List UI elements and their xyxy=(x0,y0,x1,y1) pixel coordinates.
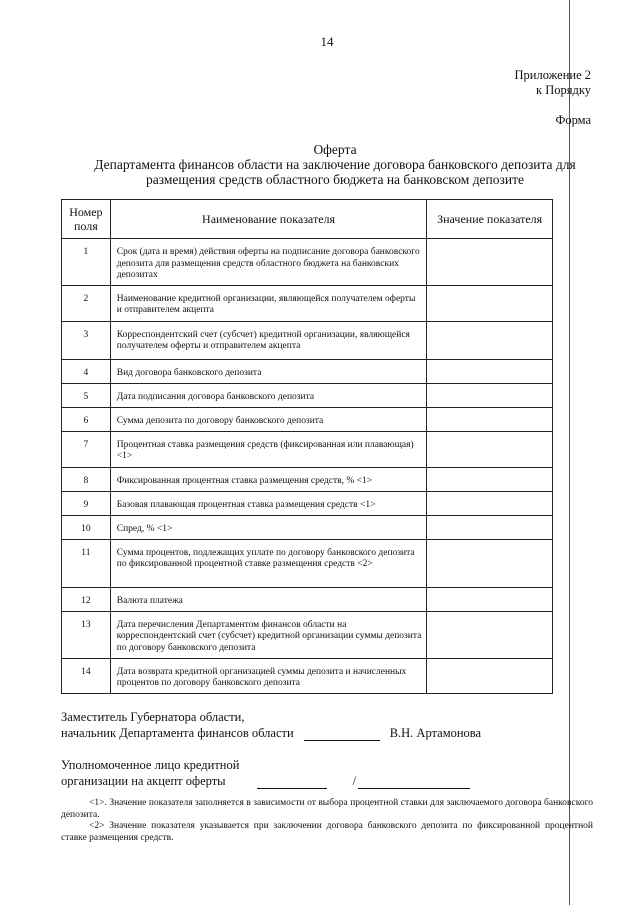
title-line-2: Департамента финансов области на заключение договора банковского депозита для xyxy=(94,157,576,172)
table-row xyxy=(62,467,553,491)
row-number: 5 xyxy=(62,383,111,407)
appendix-reference xyxy=(515,68,591,98)
title-line-1: Оферта xyxy=(313,142,357,157)
row-value[interactable] xyxy=(427,239,553,286)
row-number: 14 xyxy=(62,658,111,693)
row-value[interactable] xyxy=(427,658,553,693)
row-name: Дата возврата кредитной организацией суммы депозита и начисленных процентов по договору банковского депозита xyxy=(110,658,427,693)
official-position-line-2: начальник Департамента финансов области xyxy=(61,726,294,740)
row-number: 2 xyxy=(62,285,111,321)
row-name: Процентная ставка размещения средств (фиксированная или плавающая) <1> xyxy=(110,431,427,467)
row-name: Дата подписания договора банковского депозита xyxy=(110,383,427,407)
bank-name-line[interactable] xyxy=(358,775,470,789)
row-value[interactable] xyxy=(427,407,553,431)
row-name: Спред, % <1> xyxy=(110,515,427,539)
row-name: Наименование кредитной организации, являющейся получателем оферты и отправителем акцепта xyxy=(110,285,427,321)
row-number: 9 xyxy=(62,491,111,515)
table-row xyxy=(62,658,553,693)
row-number: 1 xyxy=(62,239,111,286)
table-row xyxy=(62,407,553,431)
table-header-row xyxy=(62,200,553,239)
appendix-line-2: к Порядку xyxy=(536,83,591,97)
form-label: Форма xyxy=(555,113,591,127)
row-value[interactable] xyxy=(427,491,553,515)
table-row xyxy=(62,239,553,286)
table-row xyxy=(62,359,553,383)
footnote-1: <1>. Значение показателя заполняется в зависимости от выбора процентной ставки для заключаемого договора банковского депозита. xyxy=(61,798,593,820)
row-value[interactable] xyxy=(427,611,553,658)
official-signature-line[interactable] xyxy=(304,727,380,741)
document-title xyxy=(70,142,600,187)
table-row xyxy=(62,515,553,539)
appendix-line-1: Приложение 2 xyxy=(514,68,591,82)
row-name: Вид договора банковского депозита xyxy=(110,359,427,383)
row-number: 4 xyxy=(62,359,111,383)
row-name: Базовая плавающая процентная ставка размещения средств <1> xyxy=(110,491,427,515)
signature-slash: / xyxy=(352,774,357,788)
footnotes xyxy=(61,798,593,844)
signature-block-official xyxy=(61,709,481,741)
row-value[interactable] xyxy=(427,515,553,539)
row-number: 12 xyxy=(62,587,111,611)
table-row xyxy=(62,611,553,658)
table-row xyxy=(62,321,553,359)
footnote-2: <2> Значение показателя указывается при заключении договора банковского депозита по фиксированной процентной ставке размещения средств. xyxy=(61,821,593,843)
table-row xyxy=(62,431,553,467)
bank-signature-row xyxy=(61,773,470,789)
row-value[interactable] xyxy=(427,359,553,383)
table-row xyxy=(62,587,553,611)
title-line-3: размещения средств областного бюджета на банковском депозите xyxy=(146,172,524,187)
row-number: 3 xyxy=(62,321,111,359)
official-name: В.Н. Артамонова xyxy=(389,726,482,740)
official-signature-row xyxy=(61,725,481,741)
row-number: 6 xyxy=(62,407,111,431)
row-name: Сумма депозита по договору банковского депозита xyxy=(110,407,427,431)
page-number: 14 xyxy=(320,34,334,49)
row-number: 13 xyxy=(62,611,111,658)
header-value: Значение показателя xyxy=(427,200,553,239)
row-value[interactable] xyxy=(427,321,553,359)
bank-signature-line[interactable] xyxy=(257,775,327,789)
row-number: 11 xyxy=(62,539,111,587)
row-value[interactable] xyxy=(427,431,553,467)
official-position-line-1: Заместитель Губернатора области, xyxy=(61,710,245,724)
table-row xyxy=(62,383,553,407)
bank-representative-line-1: Уполномоченное лицо кредитной xyxy=(61,758,240,772)
table-row xyxy=(62,491,553,515)
row-value[interactable] xyxy=(427,285,553,321)
scan-edge-line xyxy=(569,0,570,905)
row-name: Срок (дата и время) действия оферты на подписание договора банковского депозита для размещения средств областного бюджета на банковских депозитах xyxy=(110,239,427,286)
row-number: 8 xyxy=(62,467,111,491)
signature-block-bank xyxy=(61,757,470,789)
offer-table xyxy=(61,199,553,694)
row-name: Валюта платежа xyxy=(110,587,427,611)
row-name: Сумма процентов, подлежащих уплате по договору банковского депозита по фиксированной процентной ставке размещения средств <2> xyxy=(110,539,427,587)
header-name: Наименование показателя xyxy=(110,200,427,239)
bank-representative-line-2: организации на акцепт оферты xyxy=(61,774,226,788)
header-number: Номер поля xyxy=(62,200,111,239)
row-name: Фиксированная процентная ставка размещения средств, % <1> xyxy=(110,467,427,491)
row-value[interactable] xyxy=(427,383,553,407)
row-value[interactable] xyxy=(427,587,553,611)
row-number: 7 xyxy=(62,431,111,467)
row-name: Дата перечисления Департаментом финансов области на корреспондентский счет (субсчет) кредитной организации суммы депозита по договору банковского депозита xyxy=(110,611,427,658)
row-value[interactable] xyxy=(427,467,553,491)
table-row xyxy=(62,285,553,321)
row-value[interactable] xyxy=(427,539,553,587)
row-number: 10 xyxy=(62,515,111,539)
row-name: Корреспондентский счет (субсчет) кредитной организации, являющейся получателем оферты и отправителем акцепта xyxy=(110,321,427,359)
table-row xyxy=(62,539,553,587)
